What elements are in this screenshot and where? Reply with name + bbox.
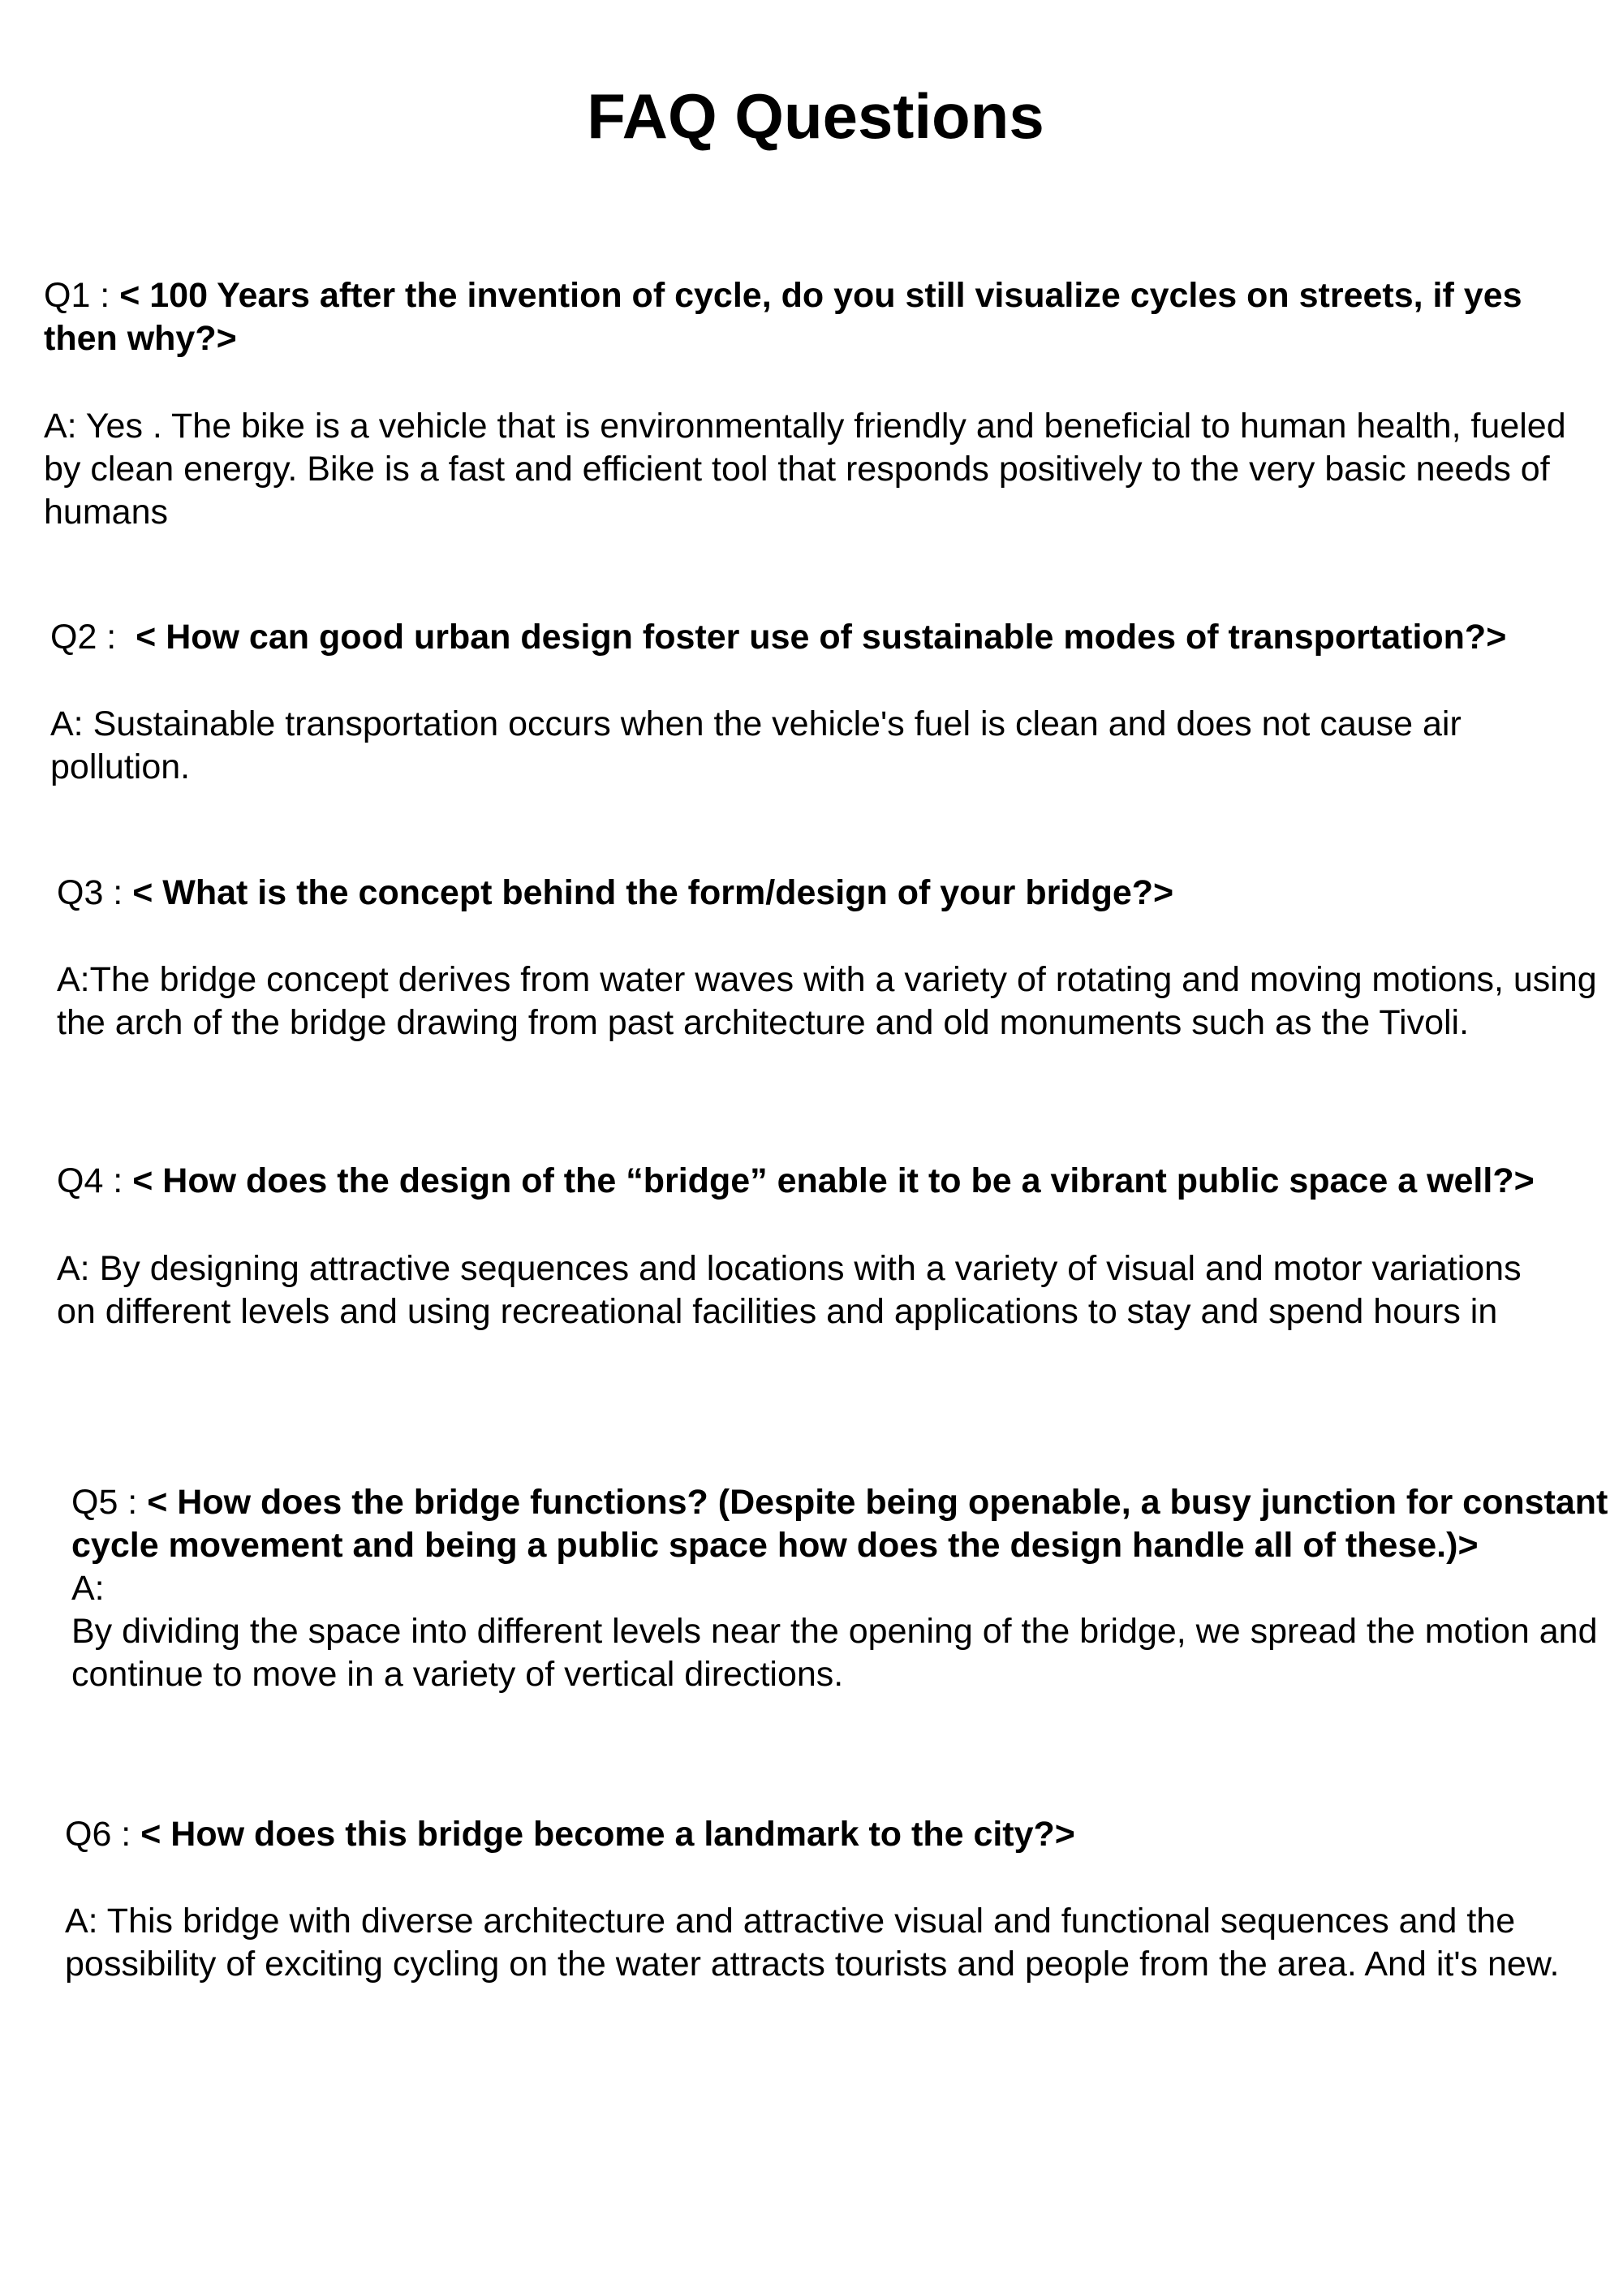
faq-item-4 — [57, 1160, 1566, 1333]
faq-answer: By dividing the space into different levels near the opening of the bridge, we spread the motion and continue to move in a variety of vertical directions. — [71, 1612, 1598, 1694]
faq-question — [71, 1481, 1613, 1567]
faq-question — [65, 1813, 1574, 1856]
answer-label: A: — [71, 1569, 105, 1608]
question-text: < 100 Years after the invention of cycle, do you still visualize cycles on streets, if yes then why?> — [44, 276, 1522, 358]
question-text: < What is the concept behind the form/design of your bridge?> — [132, 873, 1174, 912]
question-label: Q6 : — [65, 1815, 141, 1854]
question-label: Q5 : — [71, 1483, 148, 1522]
faq-answer: A: This bridge with diverse architecture and attractive visual and functional sequences and the possibility of exciting cycling on the water attracts tourists and people from the area. And it's new. — [65, 1902, 1560, 1984]
faq-question — [57, 1160, 1566, 1203]
faq-item-6 — [65, 1813, 1574, 1986]
faq-item-1 — [44, 274, 1586, 534]
question-text: < How does the bridge functions? (Despite being openable, a busy junction for constant cycle movement and being a public space how does the design handle all of these.)> — [71, 1483, 1608, 1565]
question-label: Q2 : — [50, 618, 136, 657]
faq-answer: A: Sustainable transportation occurs when the vehicle's fuel is clean and does not cause air pollution. — [50, 704, 1462, 786]
question-label: Q1 : — [44, 276, 120, 315]
faq-question — [44, 274, 1586, 360]
faq-answer: A:The bridge concept derives from water waves with a variety of rotating and moving motions, using the arch of the bridge drawing from past architecture and old monuments such as the Tivoli. — [57, 960, 1597, 1042]
question-text: < How does the design of the “bridge” enable it to be a vibrant public space a well?> — [132, 1161, 1535, 1200]
question-text: < How does this bridge become a landmark to the city?> — [140, 1815, 1075, 1854]
page-title: FAQ Questions — [587, 80, 1044, 152]
faq-answer: A: Yes . The bike is a vehicle that is environmentally friendly and beneficial to human health, fueled by clean energy. Bike is a fast and efficient tool that responds positively to the very basic needs of humans — [44, 407, 1566, 532]
faq-item-2 — [50, 616, 1592, 789]
faq-question — [50, 616, 1592, 659]
question-text: < How can good urban design foster use of sustainable modes of transportation?> — [136, 618, 1507, 657]
faq-item-3 — [57, 872, 1599, 1045]
faq-item-5 — [71, 1481, 1613, 1696]
question-label: Q4 : — [57, 1161, 133, 1200]
question-label: Q3 : — [57, 873, 133, 912]
faq-answer: A: By designing attractive sequences and locations with a variety of visual and motor variations on different levels and using recreational facilities and applications to stay and spend hours in — [57, 1249, 1522, 1331]
faq-question — [57, 872, 1599, 915]
